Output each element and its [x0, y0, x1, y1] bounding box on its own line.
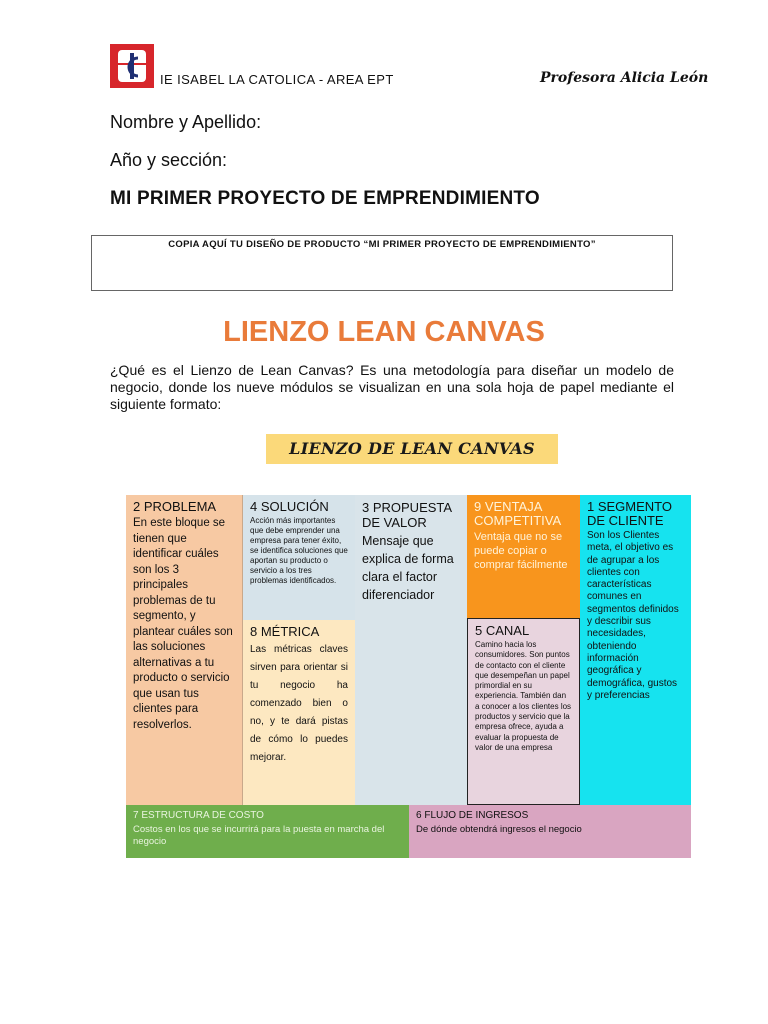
- block-title: 1 SEGMENTO DE CLIENTE: [587, 499, 673, 528]
- block-body: En este bloque se tienen que identificar cuáles son los 3 principales problemas de tu segmento, y plantear cuáles son las soluciones alternativas a tu producto o servicio que usan tus clientes para resolverlos.: [133, 517, 233, 731]
- section-field-label: Año y sección:: [110, 150, 228, 170]
- block-title: 4 SOLUCIÓN: [250, 499, 329, 514]
- block-body: Ventaja que no se puede copiar o comprar fácilmente: [474, 531, 568, 571]
- school-logo: [110, 44, 154, 88]
- block-title: 6 FLUJO DE INGRESOS: [416, 810, 529, 821]
- block-metrica: [243, 620, 355, 805]
- block-costo: [126, 805, 409, 858]
- block-title: 5 CANAL: [475, 623, 530, 638]
- block-solucion: [243, 495, 355, 620]
- section-title: LIENZO LEAN CANVAS: [223, 316, 545, 348]
- lean-canvas: [126, 495, 691, 858]
- block-title: 8 MÉTRICA: [250, 624, 320, 639]
- block-title: 2 PROBLEMA: [133, 499, 217, 514]
- block-body: Las métricas claves sirven para orientar si tu negocio ha comenzado bien o no, y te dará pistas de cómo lo puedes mejorar.: [250, 644, 348, 763]
- block-title: 7 ESTRUCTURA DE COSTO: [133, 810, 264, 821]
- block-title: 9 VENTAJA COMPETITIVA: [474, 499, 562, 528]
- block-ingresos: [409, 805, 691, 858]
- project-title: MI PRIMER PROYECTO DE EMPRENDIMIENTO: [110, 188, 540, 209]
- name-field-label: Nombre y Apellido:: [110, 112, 262, 132]
- block-body: Costos en los que se incurrirá para la puesta en marcha del negocio: [133, 824, 385, 847]
- canvas-banner: LIENZO DE LEAN CANVAS: [266, 434, 558, 464]
- copy-design-label: COPIA AQUÍ TU DISEÑO DE PRODUCTO “MI PRIMER PROYECTO DE EMPRENDIMIENTO”: [168, 239, 596, 250]
- block-canal: [467, 618, 580, 805]
- block-body: Acción más importantes que debe emprender una empresa para tener éxito, se identifica soluciones que aportan su producto o servicio a los tres problemas identificados.: [250, 516, 348, 585]
- intro-paragraph: ¿Qué es el Lienzo de Lean Canvas? Es una metodología para diseñar un modelo de negocio, donde los nueve módulos se visualizan en una sola hoja de papel mediante el siguiente formato:: [110, 362, 674, 412]
- teacher-name: Profesora Alicia León: [540, 70, 709, 86]
- block-body: Son los Clientes meta, el objetivo es de agrupar a los clientes con características comunes en segmentos definidos y describir sus necesidades, obteniendo información geográfica y demográfica, gustos y preferencias: [587, 530, 679, 701]
- block-segmento: [580, 495, 691, 805]
- block-body: Camino hacia los consumidores. Son puntos de contacto con el cliente que desempeñan un papel primordial en su experiencia. También dan a conocer a los clientes los productos y servicio que la empresa ofrece, ayuda a evaluar la propuesta de valor de una empresa: [475, 640, 572, 752]
- block-body: De dónde obtendrá ingresos el negocio: [416, 824, 582, 835]
- block-problema: [126, 495, 243, 805]
- block-propuesta: [355, 495, 467, 805]
- block-ventaja: [467, 495, 580, 618]
- school-name: IE ISABEL LA CATOLICA - AREA EPT: [160, 72, 394, 87]
- copy-design-box[interactable]: [91, 235, 673, 291]
- block-body: Mensaje que explica de forma clara el factor diferenciador: [362, 534, 454, 602]
- block-title: 3 PROPUESTA DE VALOR: [362, 500, 452, 530]
